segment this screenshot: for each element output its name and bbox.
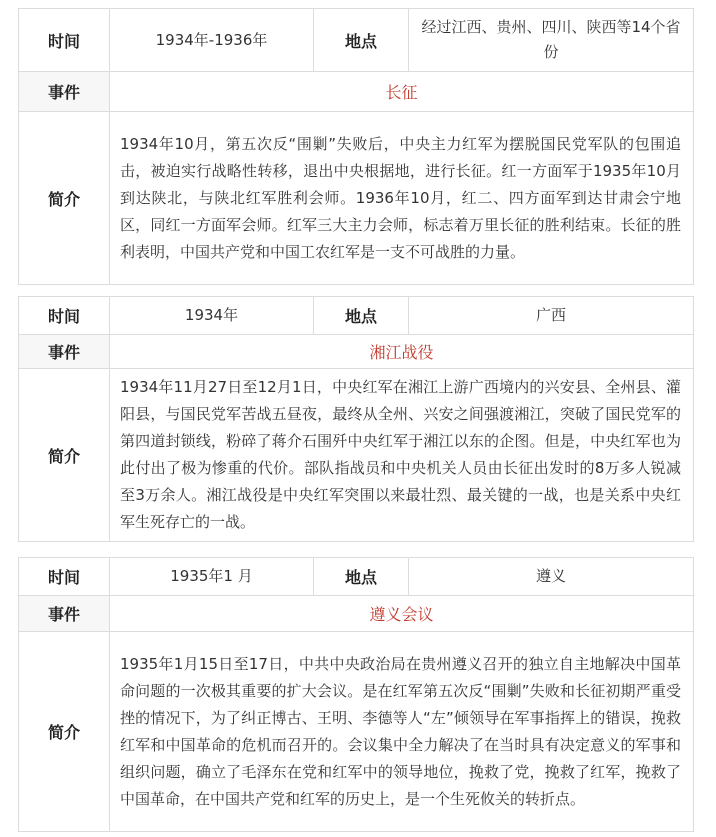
place-value: 广西 — [409, 297, 694, 335]
time-label: 时间 — [19, 9, 110, 72]
summary-text: 1934年10月，第五次反“围剿”失败后，中央主力红军为摆脱国民党军队的包围追击，被迫实行战略性转移，退出中央根据地，进行长征。红一方面军于1935年10月到达陕北，与陕北红军胜利会师。1936年10月，红二、四方面军到达甘肃会宁地区，同红一方面军会师。红军三大主力会师，标志着万里长征的胜利结束。长征的胜利表明，中国共产党和中国工农红军是一支不可战胜的力量。 — [110, 112, 694, 285]
event-label: 事件 — [19, 72, 110, 112]
event-row — [19, 335, 694, 369]
summary-text: 1935年1月15日至17日，中共中央政治局在贵州遵义召开的独立自主地解决中国革命问题的一次极其重要的扩大会议。是在红军第五次反“围剿”失败和长征初期严重受挫的情况下，为了纠正博古、王明、李德等人“左”倾领导在军事指挥上的错误，挽救红军和中国革命的危机而召开的。会议集中全力解决了在当时具有决定意义的军事和组织问题，确立了毛泽东在党和红军中的领导地位，挽救了党，挽救了红军，挽救了中国革命，在中国共产党和红军的历史上，是一个生死攸关的转折点。 — [110, 632, 694, 832]
place-label: 地点 — [314, 297, 409, 335]
event-name: 湘江战役 — [110, 335, 694, 369]
time-value: 1934年-1936年 — [110, 9, 314, 72]
event-card-long-march — [18, 8, 694, 285]
summary-label: 简介 — [19, 369, 110, 542]
place-value: 遵义 — [409, 558, 694, 596]
time-label: 时间 — [19, 297, 110, 335]
time-value: 1935年1 月 — [110, 558, 314, 596]
summary-row — [19, 112, 694, 285]
summary-row — [19, 632, 694, 832]
summary-label: 简介 — [19, 112, 110, 285]
event-name: 长征 — [110, 72, 694, 112]
time-place-row — [19, 9, 694, 72]
event-name: 遵义会议 — [110, 596, 694, 632]
summary-text: 1934年11月27日至12月1日，中央红军在湘江上游广西境内的兴安县、全州县、灌阳县，与国民党军苦战五昼夜，最终从全州、兴安之间强渡湘江，突破了国民党军的第四道封锁线，粉碎了蒋介石围歼中央红军于湘江以东的企图。但是，中央红军也为此付出了极为惨重的代价。部队指战员和中央机关人员由长征出发时的8万多人锐减至3万余人。湘江战役是中央红军突围以来最壮烈、最关键的一战，也是关系中央红军生死存亡的一战。 — [110, 369, 694, 542]
time-place-row — [19, 558, 694, 596]
place-value: 经过江西、贵州、四川、陕西等14个省份 — [409, 9, 694, 72]
event-card-xiangjiang-battle — [18, 296, 694, 542]
summary-label: 简介 — [19, 632, 110, 832]
summary-row — [19, 369, 694, 542]
event-label: 事件 — [19, 596, 110, 632]
time-value: 1934年 — [110, 297, 314, 335]
event-label: 事件 — [19, 335, 110, 369]
time-label: 时间 — [19, 558, 110, 596]
time-place-row — [19, 297, 694, 335]
event-row — [19, 596, 694, 632]
event-row — [19, 72, 694, 112]
place-label: 地点 — [314, 9, 409, 72]
place-label: 地点 — [314, 558, 409, 596]
event-card-zunyi-conference — [18, 557, 694, 832]
